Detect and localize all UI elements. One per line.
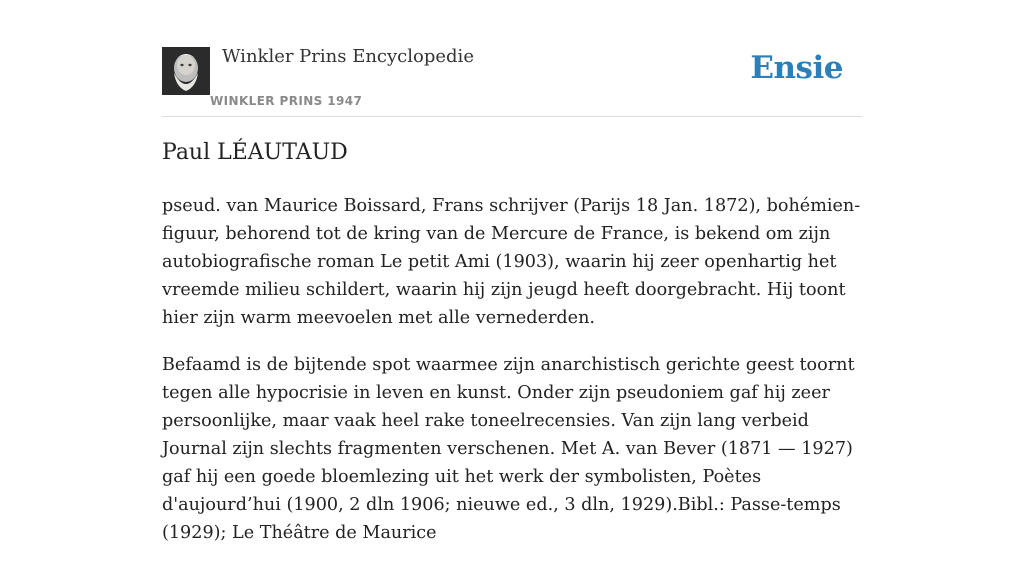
ensie-logo[interactable]: Ensie (750, 50, 843, 86)
edition-label[interactable]: WINKLER PRINS 1947 (210, 94, 363, 108)
entry-title: Paul LÉAUTAUD (162, 140, 348, 165)
source-title[interactable]: Winkler Prins Encyclopedie (222, 46, 474, 67)
entry-body (162, 192, 862, 566)
portrait-avatar-icon[interactable] (162, 47, 210, 95)
entry-paragraph: pseud. van Maurice Boissard, Frans schrijver (Parijs 18 Jan. 1872), bohémien-figuur, behorend tot de kring van de Mercure de France, is bekend om zijn autobiografische roman Le petit Ami (1903), waarin hij zeer openhartig het vreemde milieu schildert, waarin hij zijn jeugd heeft doorgebracht. Hij toont hier zijn warm meevoelen met alle vernederden. (162, 196, 861, 328)
entry-paragraph: Befaamd is de bijtende spot waarmee zijn anarchistisch gerichte geest toornt tegen alle hypocrisie in leven en kunst. Onder zijn pseudoniem gaf hij zeer persoonlijke, maar vaak heel rake toneelrecensies. Van zijn lang verbeid Journal zijn slechts fragmenten verschenen. Met A. van Bever (1871 — 1927) gaf hij een goede bloemlezing uit het werk der symbolisten, Poètes d'aujourd’hui (1900, 2 dln 1906; nieuwe ed., 3 dln, 1929).Bibl.: Passe-temps (1929); Le Théâtre de Maurice (162, 355, 855, 543)
source-header (162, 44, 862, 117)
